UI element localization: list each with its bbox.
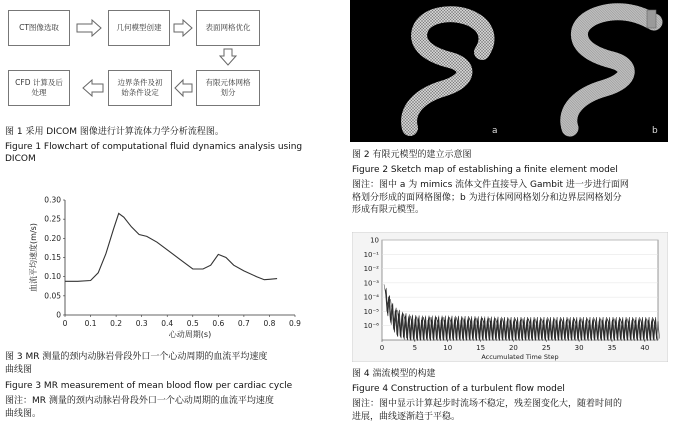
figure2-note	[352, 179, 629, 217]
vessel-mesh-b	[569, 12, 654, 128]
x-tick-label: 15	[476, 344, 486, 352]
y-tick-label: 0.10	[44, 272, 61, 282]
x-tick-label: 10	[443, 344, 453, 352]
x-tick-label: 0.1	[84, 319, 97, 328]
x-tick-label: 25	[541, 344, 551, 352]
x-tick-label: 0.5	[186, 319, 199, 328]
panel-label-a: a	[492, 126, 498, 136]
flow-step-label: CT图像选取	[19, 23, 59, 32]
x-tick-label: 20	[508, 344, 518, 352]
figure4-note-line: 进展，曲线逐渐趋于平稳。	[352, 411, 461, 422]
flow-step-label: CFD 计算及后处理	[15, 78, 63, 97]
y-tick-label: 0.05	[44, 291, 61, 301]
x-tick-label: 0.2	[110, 319, 123, 328]
y-tick-label: 0.15	[44, 253, 61, 262]
arrow-right-icon	[174, 20, 192, 36]
x-tick-label: 0	[379, 344, 385, 352]
y-tick-label: 10⁻²	[363, 265, 379, 274]
y-tick-label: 10	[370, 236, 379, 245]
x-tick-label: 0.3	[135, 319, 148, 328]
flow-step-label: 几何模型创建	[116, 23, 162, 32]
y-tick-label: 0.30	[44, 195, 61, 205]
y-tick-label: 0.20	[44, 233, 61, 243]
y-axis-label: 血流平均速度(m/s)	[29, 223, 38, 292]
figure2-note-line: 图注：图中 a 为 mimics 流体文件直接导入 Gambit 进一步进行面网	[352, 180, 629, 190]
figure3-note-line: 图注：MR 测量的颈内动脉岩骨段外口一个心动周期的血流平均速度	[5, 396, 274, 406]
figure4-note-line: 图注：图中显示计算起步时流场不稳定，残差图变化大，随着时间的	[352, 399, 623, 409]
figure2-note-line: 格划分形成的面网格图像；b 为进行体网网格划分和边界层网格划分	[352, 192, 622, 203]
x-tick-label: 0	[62, 319, 68, 328]
arrow-left-icon	[83, 80, 103, 96]
figure2-caption-cn: 图 2 有限元模型的建立示意图	[352, 150, 472, 160]
mesh-models	[350, 0, 668, 142]
vessel-mesh-b-inlet	[647, 10, 656, 28]
y-tick-label: 0.25	[44, 214, 61, 224]
figure3-velocity-chart	[0, 190, 330, 340]
figure1-caption-cn: 图 1 采用 DICOM 图像进行计算流体力学分析流程图。	[5, 127, 224, 137]
figure4-note	[352, 398, 622, 423]
figure1-flowchart	[0, 0, 340, 120]
x-axis-label: Accumulated Time Step	[481, 353, 559, 361]
figure4-residual-chart	[352, 232, 668, 362]
y-tick-label: 10⁻³	[363, 279, 379, 288]
arrow-right-icon	[77, 20, 101, 36]
figure1-caption-en: Figure 1 Flowchart of computational fluid dynamics analysis using	[5, 142, 303, 152]
figure1-caption-en-line2: DICOM	[5, 154, 36, 164]
panel-label-b: b	[652, 126, 658, 136]
x-tick-label: 5	[412, 344, 418, 352]
x-tick-label: 0.4	[161, 319, 174, 328]
y-tick-label: 10⁻⁴	[363, 293, 379, 302]
x-tick-label: 40	[640, 344, 650, 352]
flow-step-label: 边界条件及初始条件设定	[117, 78, 163, 97]
figure3-caption-en: Figure 3 MR measurement of mean blood flow per cardiac cycle	[5, 381, 293, 391]
y-tick-label: 10⁻¹	[363, 250, 379, 259]
flow-step-label: 表面网格优化	[205, 23, 251, 32]
x-tick-label: 0.8	[263, 319, 276, 328]
x-tick-label: 0.9	[289, 319, 301, 328]
y-tick-label: 10⁻⁵	[363, 307, 379, 316]
vessel-mesh-a	[409, 14, 486, 128]
figure3-note-line: 曲线图。	[5, 408, 42, 419]
arrow-left-icon	[175, 80, 192, 96]
x-tick-label: 35	[607, 344, 617, 352]
figure4-caption-cn: 图 4 湍流模型的构建	[352, 369, 436, 379]
x-tick-label: 0.6	[212, 319, 225, 328]
x-tick-label: 0.7	[237, 319, 250, 328]
y-tick-label: 10⁻⁶	[363, 322, 379, 331]
figure2-note-line: 形成有限元模型。	[352, 205, 425, 215]
x-axis-label: 心动周期(s)	[168, 330, 212, 339]
figure2-mesh-image	[350, 0, 668, 142]
flow-step-label: 有限元体网格划分	[205, 78, 251, 97]
velocity-series-line	[65, 213, 277, 281]
figure3-caption-cn: 图 3 MR 测量的颈内动脉岩骨段外口一个心动周期的血流平均速度	[5, 352, 268, 362]
figure4-caption-en: Figure 4 Construction of a turbulent flow model	[352, 384, 565, 394]
figure3-caption-cn-line2: 曲线图	[5, 365, 33, 375]
flowchart-arrows	[0, 0, 340, 120]
figure3-note	[5, 395, 274, 420]
x-tick-label: 30	[574, 344, 584, 352]
figure2-caption-en: Figure 2 Sketch map of establishing a finite element model	[352, 165, 618, 175]
y-tick-label: 0	[56, 310, 61, 320]
arrow-down-icon	[220, 49, 236, 65]
